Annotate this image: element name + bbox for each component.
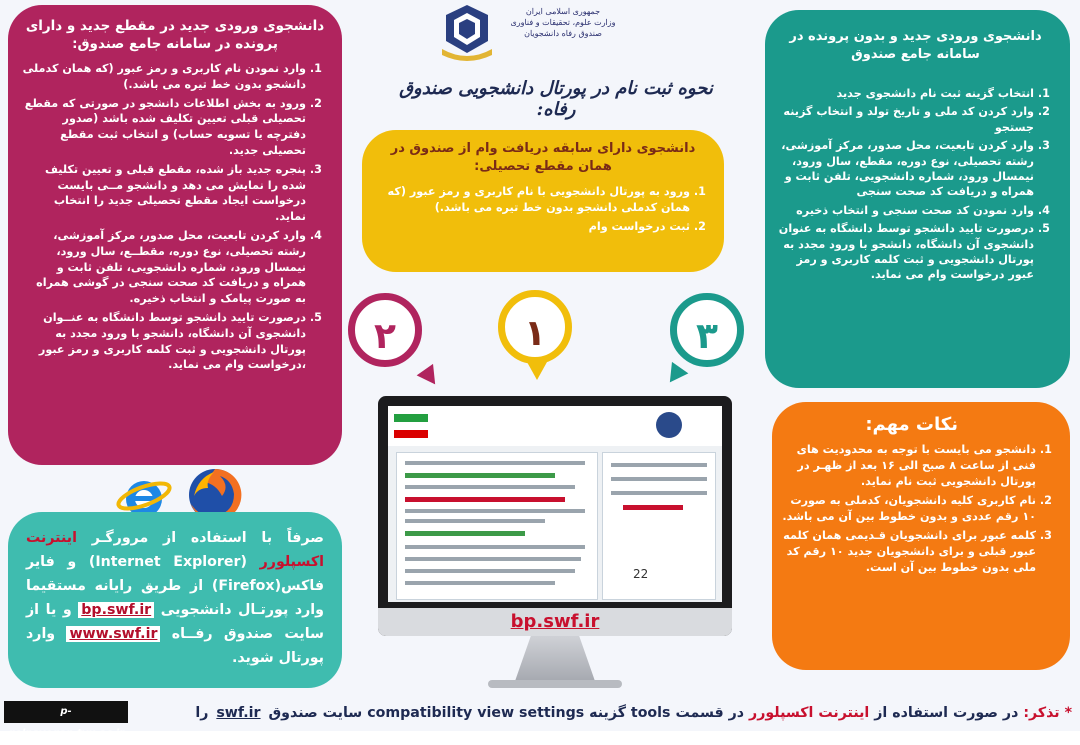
card-title: دانشجوی ورودی جدید و بدون پرونده در سامانه جامع صندوق [789, 29, 1042, 62]
pin-tail [417, 364, 444, 390]
ministry-line: وزارت علوم، تحقیقات و فناوری [510, 18, 616, 27]
fund-site-link[interactable]: www.swf.ir [66, 626, 160, 642]
monitor-chin [378, 608, 732, 636]
new-student-no-record-card [765, 10, 1070, 388]
note-text: صرفاً با استفاده از مرورگـر [91, 530, 324, 546]
pin-tail [527, 362, 547, 380]
step-item: 4. وارد کردن تابعیت، محل صدور، مرکز آموزشی، رشته تحصیلی، نوع دوره، مقطــع، سال ورود، نیمسال ورود، شماره دانشجویی، تلفن ثابت و همراه و دریافت کد صحت سنجی در گوشی همراه به صورت پیامک و انتخاب ذخیره. [22, 228, 306, 307]
pin-number-three [670, 293, 744, 367]
browser-note-card [8, 512, 342, 688]
footer-label: تذکر: [1023, 705, 1060, 721]
step-item: 5. درصورت تایید دانشجو توسط دانشگاه به عنــوان دانشجوی آن دانشگاه، دانشجو با ورود مجدد به پورتال دانشجویی و ثبت کلمه کاربری و رمز عبور ،درخواست وام می نماید. [22, 310, 306, 373]
step-item: 1. انتخاب گزینه ثبت نام دانشجوی جدید [775, 86, 1034, 101]
portal-header [388, 406, 722, 446]
ministry-line: صندوق رفاه دانشجویان [524, 29, 602, 38]
steps-list [374, 184, 712, 234]
footer-ie-highlight: اینترنت اکسپلورر [749, 705, 870, 721]
iran-flag-icon [394, 414, 428, 438]
step-item: 3. پنجره جدید باز شده، مقطع قبلی و تعیین تکلیف شده را نمایش می دهد و دانشجو مــی بایست درخواست ایجاد مقطع تحصیلی جدید را انتخاب نماید. [22, 162, 306, 225]
browser-note-text [26, 526, 324, 670]
existing-student-new-degree-card [8, 5, 342, 465]
pin-number-two [348, 293, 422, 367]
step-item: 1. ورود به پورتال دانشجویی با نام کاربری و رمز عبور (که همان کدملی دانشجو بدون خط تیره می باشد.) [374, 184, 690, 216]
note-item: 3. کلمه عبور برای دانشجویان قـدیمی همان کلمه عبور قبلی و برای دانشجویان جدید ۱۰ رقم کد ملی بدون خطوط بین آن است. [782, 528, 1036, 576]
note-text: وارد پورتال شوید. [26, 626, 324, 666]
page-title: نحوه ثبت نام در پورتال دانشجویی صندوق رفاه: [399, 78, 713, 120]
step-item: 4. وارد نمودن کد صحت سنجی و انتخاب ذخیره [775, 203, 1034, 218]
note-item: 1. دانشجو می بایست با توجه به محدودیت های فنی از ساعت ۸ صبح الی ۱۶ بعد از ظهـر در پورتال دانشجویی ثبت نام نماید. [782, 442, 1036, 490]
step-item: 1. وارد نمودن نام کاربری و رمز عبور (که همان کدملی دانشجو بدون خط تیره می باشد.) [22, 61, 306, 93]
swf-logo-icon [436, 3, 498, 65]
step-item: 5. درصورت تایید دانشجو توسط دانشگاه به عنوان دانشجوی آن دانشگاه، دانشجو با ورود مجدد به پورتال دانشجویی و ثبت کلمه کاربری و رمز عبور درخواست وام می نماید. [775, 221, 1034, 283]
portal-screenshot [388, 406, 722, 602]
footer-text-part: در صورت استفاده از [874, 705, 1019, 721]
step-item: 2. ثبت درخواست وام [374, 219, 690, 235]
pin-label: ۲ [374, 316, 396, 357]
steps-list [22, 61, 328, 373]
monitor-illustration [378, 396, 732, 636]
steps-list [775, 86, 1056, 283]
portal-content-panel [396, 452, 598, 600]
card-title: دانشجوی ورودی جدید در مقطع جدید و دارای پرونده در سامانه جامع صندوق: [25, 18, 325, 52]
ministry-line: جمهوری اسلامی ایران [525, 7, 601, 16]
pin-tail [662, 362, 689, 388]
portal-logo-icon [656, 412, 682, 438]
step-item: 2. وارد کردن کد ملی و تاریخ تولد و انتخاب گزینه جستجو [775, 104, 1034, 135]
pin-number-one [498, 290, 572, 364]
pin-label: ۳ [696, 316, 718, 357]
site-tag: p-golpayegan.tvu.ac.ir [4, 701, 128, 723]
ie-highlight: اینترنت اکسپلورر [26, 530, 324, 570]
step-item: 3. وارد کردن تابعیت، محل صدور، مرکز آموزشی، رشته تحصیلی، نوع دوره، مقطع، سال ورود، نیمسال ورود، شماره دانشجویی، تلفن ثابت و همراه و دریافت کد صحت سنجی [775, 138, 1034, 200]
screen-counter: 22 [633, 567, 649, 581]
notes-list [782, 442, 1058, 576]
note-text: فایر فاکس(Firefox) از طریق رایانه مستقیما وارد پورتـال دانشجویی [26, 554, 324, 618]
footer-text-part: در قسمت tools گزینه compatibility view settings سایت صندوق [268, 705, 745, 721]
important-notes-card [772, 402, 1070, 670]
pin-label: ۱ [524, 313, 546, 354]
step-item: 2. ورود به بخش اطلاعات دانشجو در صورتی که مقطع تحصیلی قبلی تعیین تکلیف شده باشد (صدور دفترچه یا تسویه حساب) و انتخاب ثبت مقطع تحصیلی جدید. [22, 96, 306, 159]
portal-login-panel [602, 452, 716, 600]
ministry-header [508, 6, 618, 39]
footer-site-link[interactable]: swf.ir [216, 705, 261, 721]
prior-loan-student-card [362, 130, 724, 272]
note-item: 2. نام کاربری کلیه دانشجویان، کدملی به صورت ۱۰ رقم عددی و بدون خطوط بین آن می باشد. [782, 493, 1036, 525]
monitor-stand-base [488, 680, 622, 688]
portal-url[interactable]: bp.swf.ir [510, 611, 600, 632]
footer-note [132, 699, 1072, 727]
note-text: (Internet Explorer) و [67, 554, 247, 570]
monitor-stand [500, 636, 610, 680]
footer-text-part: را [195, 705, 209, 721]
card-title: نکات مهم: [865, 414, 958, 435]
footer-star: * [1064, 705, 1072, 721]
card-title: دانشجوی دارای سابقه دریافت وام از صندوق در همان مقطع تحصیلی: [390, 141, 696, 174]
portal-link[interactable]: bp.swf.ir [78, 602, 154, 618]
note-text: و یا از سایت صندوق رفــاه [26, 602, 324, 642]
